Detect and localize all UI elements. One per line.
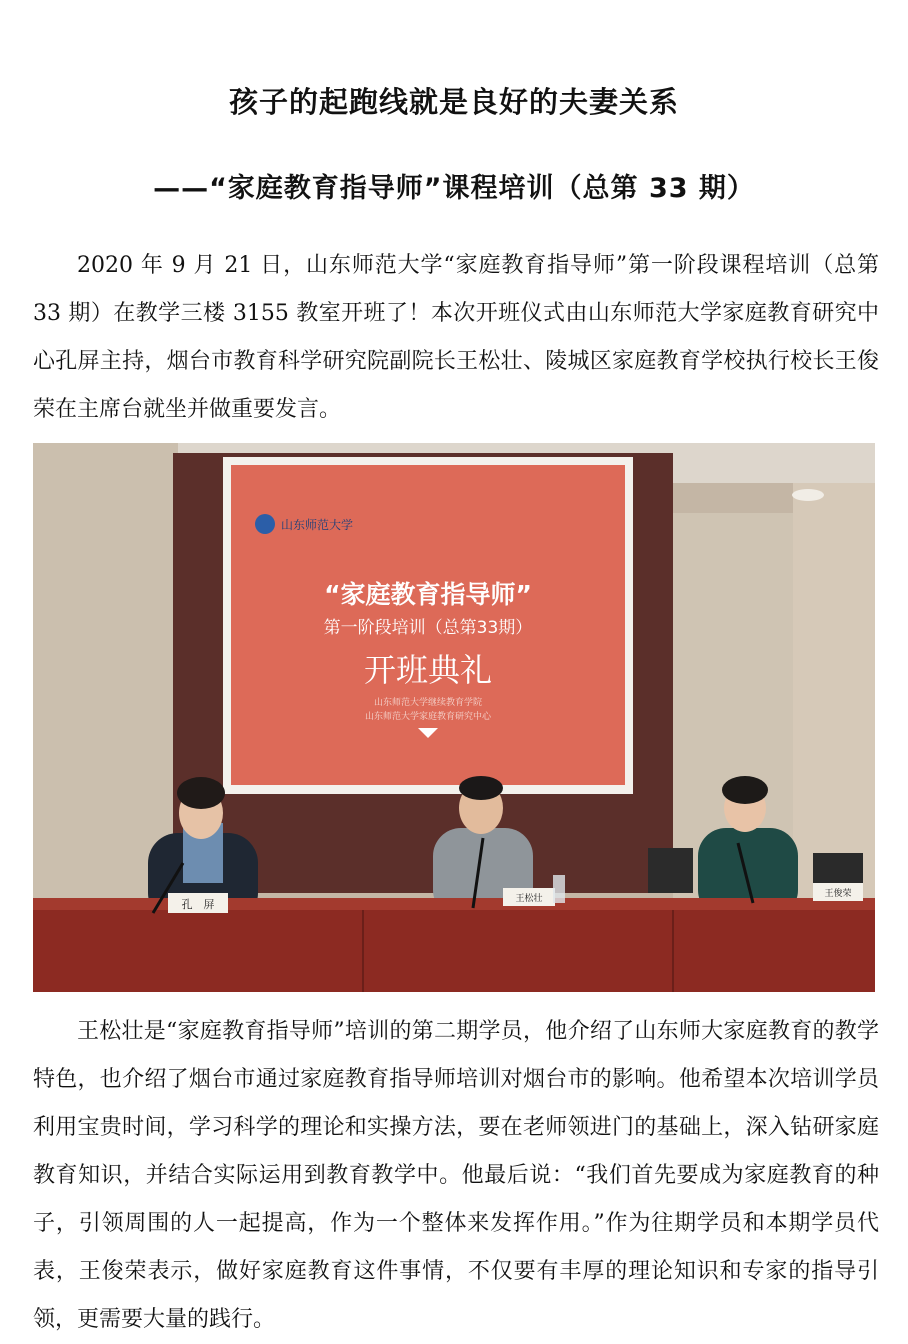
article-subtitle: ——“家庭教育指导师”课程培训（总第 33 期） xyxy=(153,173,755,204)
screen-org-1: 山东师范大学继续教育学院 xyxy=(373,698,483,708)
water-glass xyxy=(553,875,565,903)
university-logo-icon xyxy=(255,514,275,534)
nameplate-center: 王松壮 xyxy=(515,894,543,904)
nameplate-left: 孔 屏 xyxy=(181,898,215,911)
screen-org-2: 山东师范大学家庭教育研究中心 xyxy=(364,712,492,722)
screen-logo-text: 山东师范大学 xyxy=(281,518,354,532)
nameplate-right: 王俊荣 xyxy=(824,889,852,899)
article-title: 孩子的起跑线就是良好的夫妻关系 xyxy=(228,85,679,119)
screen-ceremony: 开班典礼 xyxy=(363,651,493,689)
head-table xyxy=(33,898,875,992)
paragraph-remarks: 王松壮是“家庭教育指导师”培训的第二期学员，他介绍了山东师大家庭教育的教学特色，也介绍了烟台市通过家庭教育指导师培训对烟台市的影响。他希望本次培训学员利用宝贵时间，学习科学的理论和实操方法，要在老师领进门的基础上，深入钻研家庭教育知识，并结合实际运用到教育教学中。他最后说：“我们首先要成为家庭教育的种子，引领周围的人一起提高，作为一个整体来发挥作用。”作为往期学员和本期学员代表，王俊荣表示，做好家庭教育这件事情，不仅要有丰厚的理论知识和专家的指导引领，更需要大量的践行。 xyxy=(33,1019,879,1332)
screen-heading: “家庭教育指导师” xyxy=(324,580,532,609)
ceremony-photo xyxy=(33,443,875,992)
paragraph-intro: 2020 年 9 月 21 日，山东师范大学“家庭教育指导师”第一阶段课程培训（总第 33 期）在教学三楼 3155 教室开班了！本次开班仪式由山东师范大学家庭教育研究中心孔屏主持，烟台市教育科学研究院副院长王松壮、陵城区家庭教育学校执行校长王俊荣在主席台就坐并做重要发言。 xyxy=(33,253,879,422)
screen-subheading: 第一阶段培训（总第33期） xyxy=(323,618,533,638)
